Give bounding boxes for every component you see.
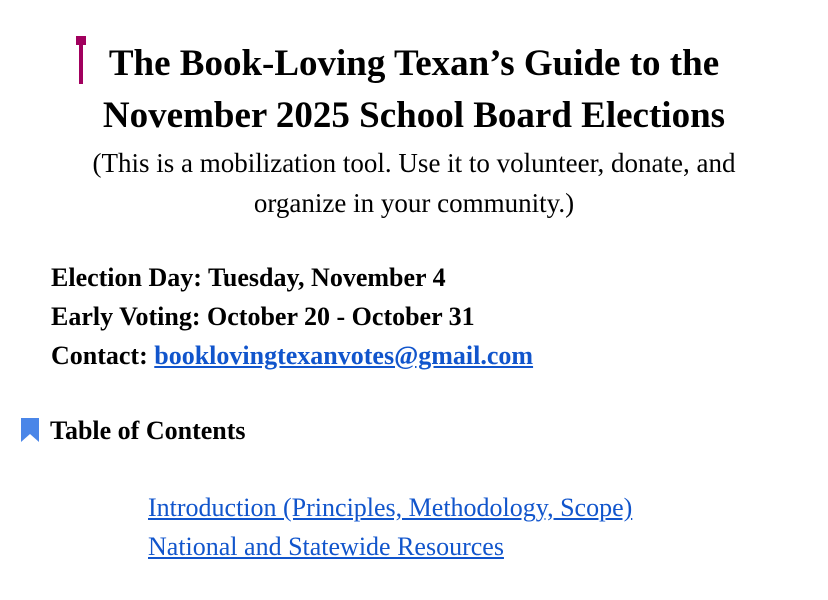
- contact-label: Contact:: [51, 341, 155, 370]
- title-line-2: November 2025 School Board Elections: [102, 95, 726, 136]
- election-day: Election Day: Tuesday, November 4: [51, 263, 446, 292]
- subtitle-line-1: (This is a mobilization tool. Use it to volunteer, donate, and: [92, 148, 736, 178]
- toc-heading-text: Table of Contents: [50, 416, 246, 445]
- bookmark-icon: [20, 418, 40, 442]
- title-line-1: The Book-Loving Texan’s Guide to the: [108, 43, 720, 84]
- toc-list: [148, 488, 632, 566]
- toc-link-national-statewide-resources[interactable]: National and Statewide Resources: [148, 532, 504, 561]
- contact-email-link[interactable]: booklovingtexanvotes@gmail.com: [154, 341, 534, 370]
- subtitle-line-2: organize in your community.): [253, 188, 575, 218]
- toc-link-introduction[interactable]: Introduction (Principles, Methodology, Scope): [148, 493, 633, 522]
- page-subtitle: [40, 143, 788, 223]
- election-info: [51, 258, 533, 375]
- early-voting: Early Voting: October 20 - October 31: [51, 302, 475, 331]
- page-title: [0, 38, 828, 142]
- toc-heading: [20, 411, 246, 450]
- contact-line: [51, 336, 533, 375]
